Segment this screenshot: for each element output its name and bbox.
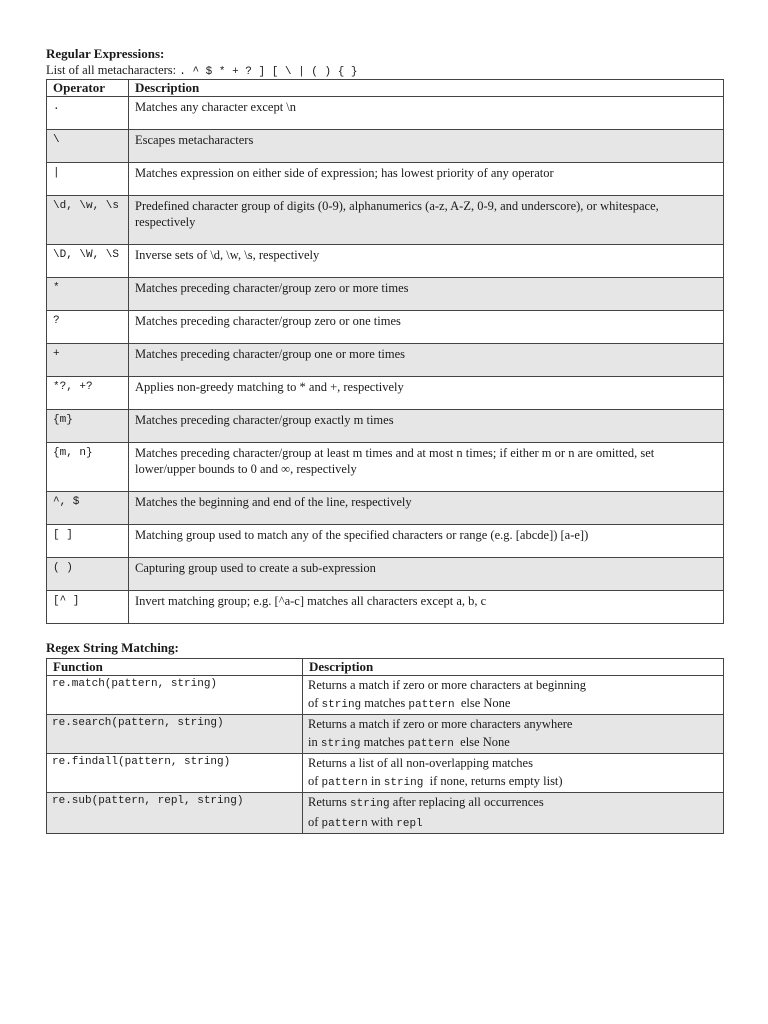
description-cell: Matches preceding character/group exactly m times xyxy=(129,410,724,443)
function-cell: re.search(pattern, string) xyxy=(47,715,303,754)
description-cell xyxy=(303,715,724,754)
table-row xyxy=(47,377,724,410)
operator-cell: *?, +? xyxy=(47,377,129,410)
description-cell: Matches preceding character/group zero or more times xyxy=(129,278,724,311)
description-line: of string matches pattern else None xyxy=(308,696,511,711)
operator-cell: * xyxy=(47,278,129,311)
operator-cell: \d, \w, \s xyxy=(47,196,129,245)
operator-cell: \ xyxy=(47,130,129,163)
table-row xyxy=(47,715,724,754)
function-table-header xyxy=(47,659,724,676)
header-description: Description xyxy=(129,80,724,97)
table-row xyxy=(47,278,724,311)
operator-table-header xyxy=(47,80,724,97)
metacharacters-list: . ^ $ * + ? ] [ \ | ( ) { } xyxy=(179,66,358,78)
description-cell: Matching group used to match any of the specified characters or range (e.g. [abcde]) [a-e]) xyxy=(129,525,724,558)
function-cell: re.findall(pattern, string) xyxy=(47,754,303,793)
description-cell: Inverse sets of \d, \w, \s, respectively xyxy=(129,245,724,278)
description-line: Returns a list of all non-overlapping matches xyxy=(308,756,533,770)
table-row xyxy=(47,443,724,492)
function-cell: re.match(pattern, string) xyxy=(47,676,303,715)
description-cell xyxy=(303,754,724,793)
page xyxy=(46,46,724,834)
operator-cell: ( ) xyxy=(47,558,129,591)
table-row xyxy=(47,130,724,163)
description-line: of pattern in string if none, returns empty list) xyxy=(308,774,563,789)
table-row xyxy=(47,97,724,130)
description-cell: Matches any character except \n xyxy=(129,97,724,130)
operator-table xyxy=(46,79,724,624)
description-cell xyxy=(303,676,724,715)
metacharacters-label: List of all metacharacters: xyxy=(46,63,177,77)
header-operator: Operator xyxy=(47,80,129,97)
table-row xyxy=(47,344,724,377)
description-line: of pattern with repl xyxy=(308,815,423,830)
description-cell: Applies non-greedy matching to * and +, respectively xyxy=(129,377,724,410)
description-line: Returns a match if zero or more characters at beginning xyxy=(308,678,587,692)
table-row xyxy=(47,558,724,591)
operator-cell: [ ] xyxy=(47,525,129,558)
table-row xyxy=(47,163,724,196)
operator-cell: {m} xyxy=(47,410,129,443)
operator-cell: ? xyxy=(47,311,129,344)
description-cell: Escapes metacharacters xyxy=(129,130,724,163)
operator-cell: | xyxy=(47,163,129,196)
function-cell: re.sub(pattern, repl, string) xyxy=(47,793,303,834)
table-row xyxy=(47,754,724,793)
table-row xyxy=(47,196,724,245)
operator-cell: . xyxy=(47,97,129,130)
description-line: Returns a match if zero or more characters anywhere xyxy=(308,717,573,731)
description-cell: Matches preceding character/group one or more times xyxy=(129,344,724,377)
description-cell: Matches preceding character/group at least m times and at most n times; if either m or n are omitted, set lower/upper bounds to 0 and ∞, respectively xyxy=(129,443,724,492)
table-row xyxy=(47,245,724,278)
description-cell: Matches expression on either side of expression; has lowest priority of any operator xyxy=(129,163,724,196)
table-row xyxy=(47,676,724,715)
section-title-regex: Regular Expressions: xyxy=(46,46,165,61)
operator-cell: ^, $ xyxy=(47,492,129,525)
operator-cell: \D, \W, \S xyxy=(47,245,129,278)
header-function: Function xyxy=(47,659,303,676)
function-table xyxy=(46,658,724,834)
description-cell: Matches the beginning and end of the line, respectively xyxy=(129,492,724,525)
description-cell: Capturing group used to create a sub-expression xyxy=(129,558,724,591)
description-line: Returns string after replacing all occurrences xyxy=(308,795,544,810)
table-row xyxy=(47,525,724,558)
description-cell: Matches preceding character/group zero or one times xyxy=(129,311,724,344)
description-cell xyxy=(303,793,724,834)
operator-cell: [^ ] xyxy=(47,591,129,624)
description-line: in string matches pattern else None xyxy=(308,735,510,750)
description-cell: Predefined character group of digits (0-9), alphanumerics (a-z, A-Z, 0-9, and underscore), or whitespace, respectively xyxy=(129,196,724,245)
table-row xyxy=(47,492,724,525)
table-row xyxy=(47,591,724,624)
operator-cell: + xyxy=(47,344,129,377)
header-description: Description xyxy=(303,659,724,676)
section-title-string-matching: Regex String Matching: xyxy=(46,640,179,655)
operator-cell: {m, n} xyxy=(47,443,129,492)
description-cell: Invert matching group; e.g. [^a-c] matches all characters except a, b, c xyxy=(129,591,724,624)
table-row xyxy=(47,410,724,443)
metacharacters-line xyxy=(46,62,724,79)
table-row xyxy=(47,793,724,834)
table-row xyxy=(47,311,724,344)
